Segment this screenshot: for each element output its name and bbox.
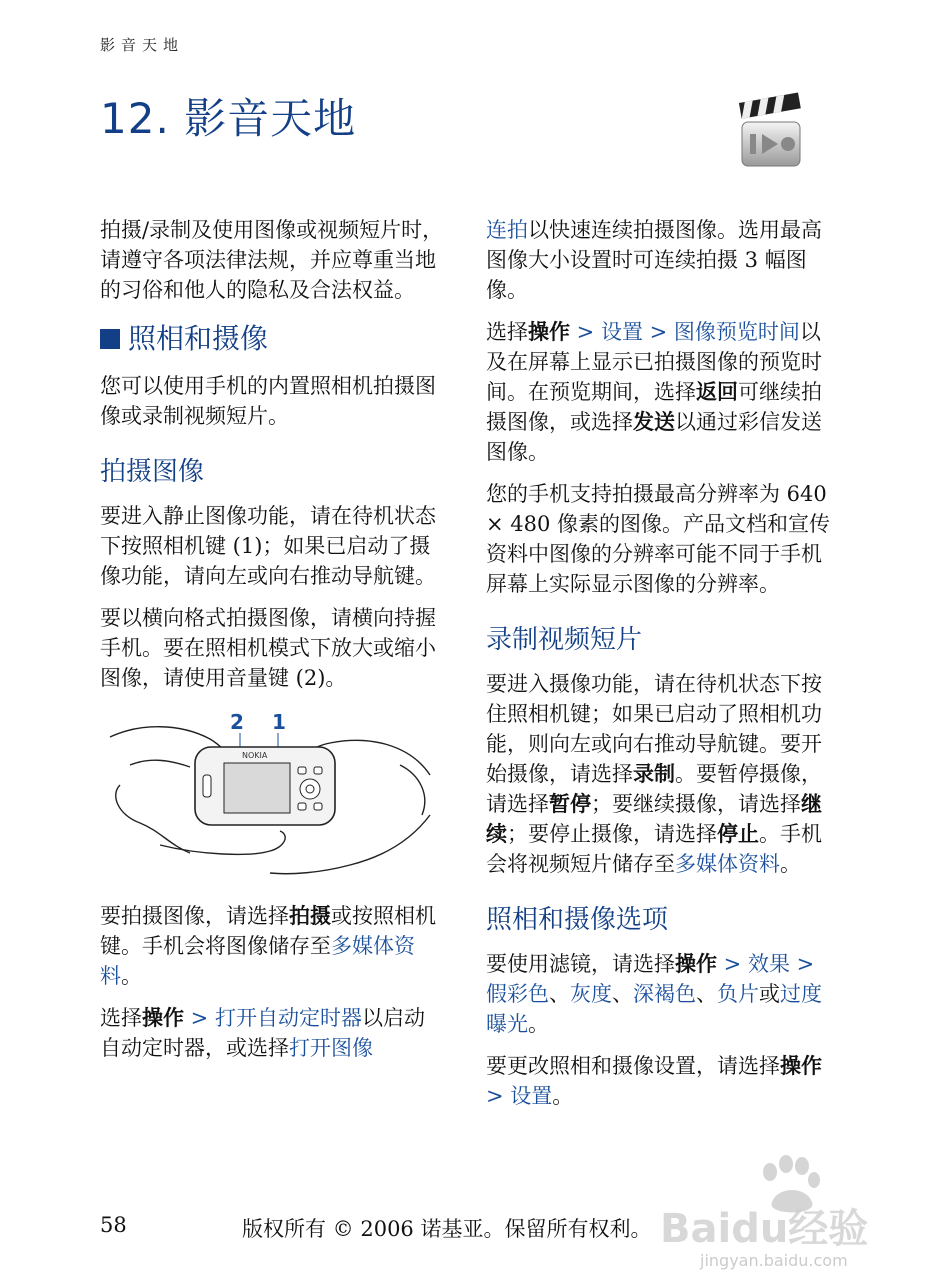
subheading-record-video: 录制视频短片 [486,625,643,655]
callout-2: 2 [230,710,244,734]
link-self-timer[interactable]: 打开自动定时器 [214,1006,362,1030]
phone-holding-illustration [100,705,445,885]
link-media-gallery-2[interactable]: 多媒体资料 [675,852,780,876]
right-column [486,215,831,1123]
link-effects[interactable]: 效果 [747,952,790,976]
link-media-gallery[interactable]: 多媒体资料 [100,934,415,988]
paragraph-landscape: 要以横向格式拍摄图像，请横向持握手机。要在照相机模式下放大或缩小图像，请使用音量键 (2)。 [100,606,436,690]
section-heading: 照相和摄像 [100,321,445,357]
link-sepia[interactable]: 深褐色 [633,982,696,1006]
left-column [100,215,445,1075]
subheading-options: 照相和摄像选项 [486,905,669,935]
running-header: 影音天地 [100,36,185,54]
link-negative[interactable]: 负片 [717,982,759,1006]
paragraph-self-timer: 选择操作 > 打开自动定时器以启动自动定时器，或选择打开图像 [100,1006,425,1060]
baidu-watermark [660,1150,870,1270]
intro-paragraph: 拍摄/录制及使用图像或视频短片时，请遵守各项法律法规，并应尊重当地的习俗和他人的隐私及合法权益。 [100,218,444,302]
paragraph-enter-still: 要进入静止图像功能，请在待机状态下按照相机键 (1)；如果已启动了摄像功能，请向左或向右推动导航键。 [100,504,436,588]
paragraph-preview-time: 选择操作 > 设置 > 图像预览时间以及在屏幕上显示已拍摄图像的预览时间。在预览期间，选择返回可继续拍摄图像，或选择发送以通过彩信发送图像。 [486,320,822,464]
link-false-color[interactable]: 假彩色 [486,982,549,1006]
link-preview-time[interactable]: 图像预览时间 [673,320,800,344]
link-settings[interactable]: 设置 [600,320,643,344]
watermark-text: Baidu经验 [660,1206,869,1252]
link-settings-2[interactable]: 设置 [510,1084,553,1108]
paragraph-filters: 要使用滤镜，请选择操作 > 效果 > 假彩色、灰度、深褐色、负片或过度曝光。 [486,952,822,1036]
paragraph-capture: 要拍摄图像，请选择拍摄或按照相机键。手机会将图像储存至多媒体资料。 [100,904,436,988]
link-grayscale[interactable]: 灰度 [570,982,612,1006]
paragraph-video: 要进入摄像功能，请在待机状态下按住照相机键；如果已启动了照相机功能，则向左或向右推动导航键。要开始摄像，请选择录制。要暂停摄像，请选择暂停；要继续摄像，请选择继续；要停止摄像，请选择停止。手机会将视频短片储存至多媒体资料。 [486,672,822,876]
paragraph-settings: 要更改照相和摄像设置，请选择操作 > 设置。 [486,1054,822,1108]
watermark-url: jingyan.baidu.com [700,1251,848,1270]
page-number: 58 [100,1213,127,1237]
link-burst[interactable]: 连拍 [486,218,528,242]
paragraph-burst: 连拍以快速连续拍摄图像。选用最高图像大小设置时可连续拍摄 3 幅图像。 [486,218,822,302]
copyright-footer: 版权所有 © 2006 诺基亚。保留所有权利。 [242,1217,652,1241]
link-open-image[interactable]: 打开图像 [289,1036,373,1060]
phone-brand: NOKIA [242,751,268,760]
callout-1: 1 [272,710,286,734]
subheading-take-photo: 拍摄图像 [100,457,205,487]
link-overexposure[interactable]: 过度曝光 [486,982,822,1036]
section-intro: 您可以使用手机的内置照相机拍摄图像或录制视频短片。 [100,374,436,428]
paragraph-resolution: 您的手机支持拍摄最高分辨率为 640 × 480 像素的图像。产品文档和宣传资料中图像的分辨率可能不同于手机屏幕上实际显示图像的分辨率。 [486,482,831,596]
media-clapper-icon [736,92,806,170]
square-bullet-icon [100,329,120,349]
chapter-title: 12. 影音天地 [100,94,357,143]
